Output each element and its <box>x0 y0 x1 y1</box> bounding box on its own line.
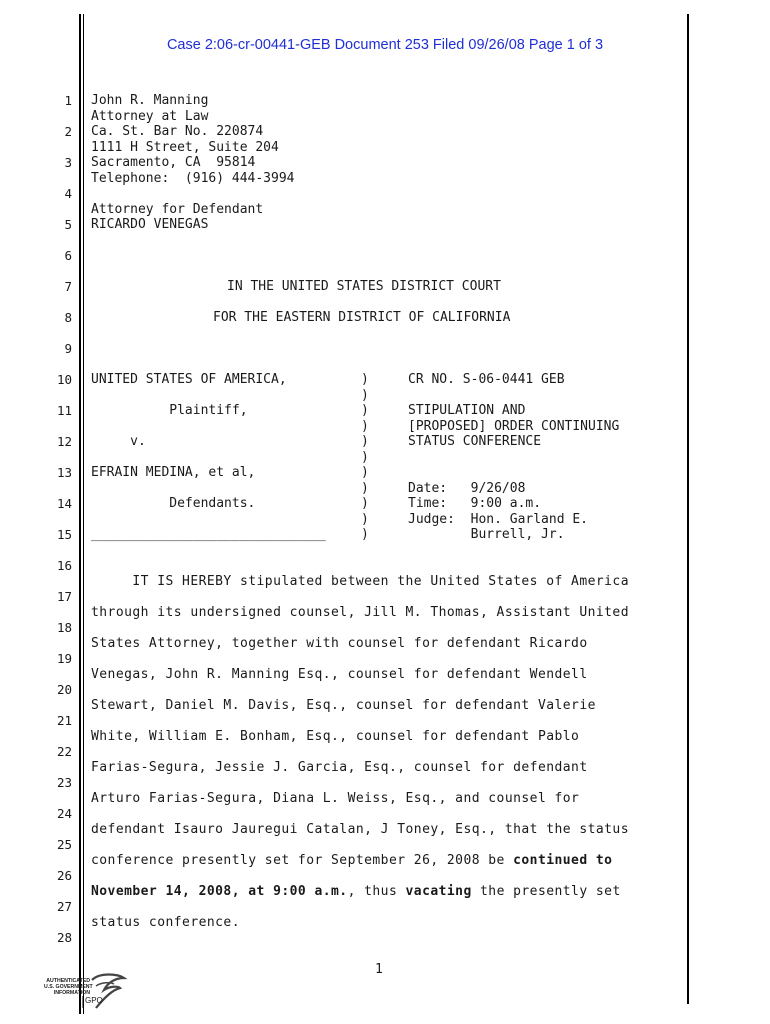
attorney-phone: Telephone: (916) 444-3994 <box>91 170 295 186</box>
line-number: 17 <box>56 589 72 604</box>
line-number: 18 <box>56 620 72 635</box>
line-number: 14 <box>56 496 72 511</box>
caption-right-line: STIPULATION AND <box>408 403 526 418</box>
line-number: 26 <box>56 868 72 883</box>
caption-right-line: Date: 9/26/08 <box>408 480 526 496</box>
line-number: 23 <box>56 775 72 790</box>
caption-parens-line: ) <box>361 480 369 496</box>
caption-right-line: Time: 9:00 a.m. <box>408 496 542 511</box>
caption-left-line: Defendants. <box>91 496 256 511</box>
line-number: 9 <box>64 341 72 356</box>
caption-parens-line: ) <box>361 418 369 434</box>
line-number: 4 <box>64 186 72 201</box>
body-line: Farias-Segura, Jessie J. Garcia, Esq., counsel for defendant <box>91 760 588 775</box>
right-margin-rule <box>687 14 689 1004</box>
line-number: 1 <box>64 93 72 108</box>
caption-parens-line: ) <box>361 527 369 542</box>
caption-left-line: EFRAIN MEDINA, et al, <box>91 465 256 480</box>
attorney-name: John R. Manning <box>91 93 209 108</box>
logo-text: AUTHENTICATED U.S. GOVERNMENT INFORMATION <box>44 978 93 996</box>
body-line: Arturo Farias-Segura, Diana L. Weiss, Esq., and counsel for <box>91 791 580 806</box>
caption-parens-line: ) <box>361 496 369 511</box>
left-margin-rule-2 <box>83 14 84 1014</box>
line-number: 6 <box>64 248 72 263</box>
attorney-role: Attorney for Defendant <box>91 201 264 217</box>
attorney-title: Attorney at Law <box>91 108 209 124</box>
line-number: 7 <box>64 279 72 294</box>
caption-parens-line: ) <box>361 403 369 418</box>
caption-parens-line: ) <box>361 387 369 403</box>
line-number: 22 <box>56 744 72 759</box>
court-title-line2: FOR THE EASTERN DISTRICT OF CALIFORNIA <box>213 310 511 325</box>
line-number: 16 <box>56 558 72 573</box>
caption-left-line: Plaintiff, <box>91 403 248 418</box>
body-line: Venegas, John R. Manning Esq., counsel for defendant Wendell <box>91 667 588 682</box>
body-line: White, William E. Bonham, Esq., counsel for defendant Pablo <box>91 729 580 744</box>
caption-parens-line: ) <box>361 372 369 387</box>
line-number: 25 <box>56 837 72 852</box>
page-number: 1 <box>375 962 383 977</box>
body-line: Stewart, Daniel M. Davis, Esq., counsel for defendant Valerie <box>91 698 596 713</box>
line-number: 10 <box>56 372 72 387</box>
body-line: defendant Isauro Jauregui Catalan, J Toney, Esq., that the status <box>91 822 629 837</box>
line-number: 28 <box>56 930 72 945</box>
body-line: IT IS HEREBY stipulated between the United States of America <box>91 574 629 589</box>
caption-right-line: CR NO. S-06-0441 GEB <box>408 372 565 387</box>
line-number: 20 <box>56 682 72 697</box>
caption-right-line: Judge: Hon. Garland E. <box>408 511 589 527</box>
eagle-swoosh-icon <box>40 972 130 1012</box>
body-line-10: conference presently set for September 26, 2008 be continued to <box>91 853 613 868</box>
line-number: 11 <box>56 403 72 418</box>
caption-left-line: ______________________________ <box>91 527 326 542</box>
caption-parens-line: ) <box>361 465 369 480</box>
caption-parens-line: ) <box>361 449 369 465</box>
filing-header: Case 2:06-cr-00441-GEB Document 253 Filed 09/26/08 Page 1 of 3 <box>166 37 604 53</box>
body-line-11: November 14, 2008, at 9:00 a.m., thus vacating the presently set <box>91 884 621 899</box>
gpo-authenticated-logo <box>40 972 130 1012</box>
left-margin-rule-1 <box>79 14 81 1014</box>
caption-right-line: [PROPOSED] ORDER CONTINUING <box>408 418 620 434</box>
attorney-city: Sacramento, CA 95814 <box>91 155 256 170</box>
caption-parens-line: ) <box>361 511 369 527</box>
caption-left-line: UNITED STATES OF AMERICA, <box>91 372 287 387</box>
gpo-label: GPO <box>85 996 103 1005</box>
caption-right-line: Burrell, Jr. <box>408 527 565 542</box>
line-number: 19 <box>56 651 72 666</box>
attorney-street: 1111 H Street, Suite 204 <box>91 139 279 155</box>
line-number: 24 <box>56 806 72 821</box>
line-number: 5 <box>64 217 72 232</box>
caption-left-line: v. <box>91 434 146 449</box>
line-number: 3 <box>64 155 72 170</box>
body-line: through its undersigned counsel, Jill M. Thomas, Assistant United <box>91 605 629 620</box>
attorney-client: RICARDO VENEGAS <box>91 217 209 232</box>
caption-parens-line: ) <box>361 434 369 449</box>
line-number: 15 <box>56 527 72 542</box>
line-number: 12 <box>56 434 72 449</box>
body-line: States Attorney, together with counsel for defendant Ricardo <box>91 636 588 651</box>
court-title-line1: IN THE UNITED STATES DISTRICT COURT <box>227 279 501 294</box>
line-number: 2 <box>64 124 72 139</box>
attorney-bar: Ca. St. Bar No. 220874 <box>91 124 264 139</box>
caption-right-line: STATUS CONFERENCE <box>408 434 542 449</box>
line-number: 13 <box>56 465 72 480</box>
line-number: 27 <box>56 899 72 914</box>
line-number: 21 <box>56 713 72 728</box>
body-line-12: status conference. <box>91 915 240 930</box>
line-number: 8 <box>64 310 72 325</box>
